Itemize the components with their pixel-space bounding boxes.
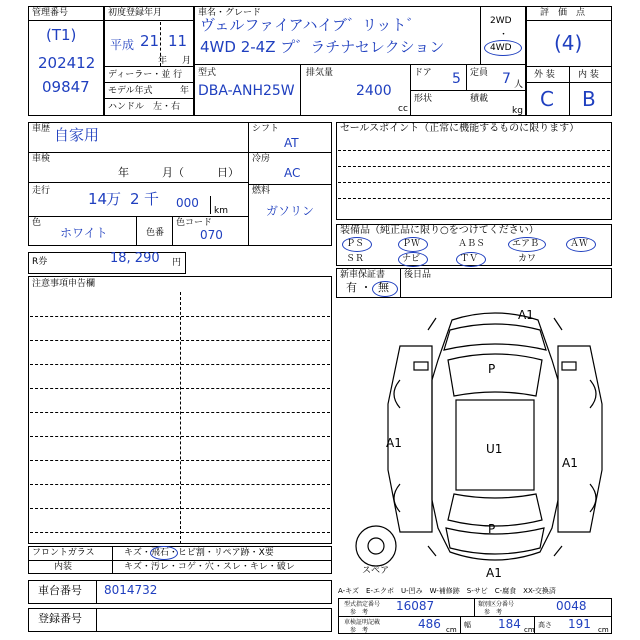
- equip-aw: ＡＷ: [570, 239, 589, 249]
- dmg-p-bottom: P: [488, 522, 496, 536]
- model-year-label: モデル年式: [108, 86, 153, 96]
- glass-chip-circle: [150, 546, 178, 560]
- notes-label: 注意事項申告欄: [32, 279, 96, 289]
- mgmt-line1: (T1): [46, 26, 77, 44]
- mirror-right: [562, 362, 576, 370]
- type-no-ref: 参 考: [350, 609, 369, 616]
- inspect-label: 車検: [32, 154, 51, 164]
- cap-label: 定員: [470, 68, 489, 78]
- car-hood: [444, 324, 546, 350]
- wheel-rr: [590, 484, 596, 512]
- ac-label: 冷房: [252, 154, 271, 164]
- dmg-u1: U1: [486, 442, 503, 456]
- car-rear-window: [448, 494, 542, 526]
- inspect-text: 年 月（ 日）: [118, 166, 239, 179]
- reg-month-unit: 月: [182, 56, 192, 66]
- type-label: 型式: [198, 68, 217, 78]
- load-unit: kg: [512, 106, 523, 116]
- int-grade: B: [582, 87, 596, 111]
- length: 486: [418, 617, 441, 631]
- interior-opts: キズ・汚レ・コゲ・穴・スレ・キレ・破レ: [124, 562, 295, 572]
- colorcode-value: 070: [200, 228, 223, 242]
- equip-navi: ナビ: [402, 254, 421, 264]
- drive-4wd: 4WD: [490, 43, 512, 53]
- recycle-box: [28, 252, 186, 274]
- equip-abs: ＡＢＳ: [458, 239, 486, 249]
- car-name: ヴェルファイアハイブ゛リット゛: [200, 16, 422, 34]
- wheel-rl: [394, 484, 400, 512]
- color-code-label: 色番: [146, 228, 165, 238]
- color-label: 色: [32, 218, 42, 228]
- reg-box: [104, 6, 194, 116]
- fuel-value: ガソリン: [266, 204, 315, 218]
- dmg-p-top: P: [488, 362, 496, 376]
- class-no-label: 類別区分番号: [478, 601, 515, 608]
- spare-tire: [356, 526, 396, 566]
- chassis-label: 車台番号: [38, 584, 82, 597]
- model-year-unit: 年: [180, 86, 190, 96]
- damage-legend: A-キズ E-エクボ U-凹み W-補修跡 S-サビ C-腐食 XX-交換済: [338, 587, 556, 595]
- height-unit: cm: [598, 626, 609, 634]
- dmg-a1-left: A1: [386, 436, 402, 450]
- grade-label: 評 価 点: [540, 8, 586, 18]
- shift-value: AT: [284, 136, 299, 150]
- car-body-outline: [432, 313, 558, 560]
- spare-label: スペア: [362, 566, 390, 576]
- wheel-fl: [394, 380, 400, 408]
- reg-year-unit: 年: [158, 56, 168, 66]
- mileage-man: 14: [88, 190, 108, 208]
- car-label: 車名・グレード: [198, 8, 262, 18]
- recycle-unit: 円: [172, 258, 182, 268]
- wheel-fr: [590, 380, 596, 408]
- recycle-value: 18, 290: [110, 251, 160, 266]
- shape-label: 形状: [414, 94, 433, 104]
- usage-value: 自家用: [54, 126, 100, 144]
- drive-dot: ・: [499, 30, 509, 40]
- equip-airbag: エアＢ: [512, 239, 540, 249]
- dmg-a1-bottom: A1: [486, 566, 502, 580]
- colorcode-label: 色コード: [176, 218, 213, 228]
- usage-label: 車歴: [32, 124, 51, 134]
- sales-box: [336, 122, 612, 220]
- ext-grade: C: [540, 87, 554, 111]
- doors-label: ドア: [414, 68, 432, 78]
- cap-value: 7: [502, 71, 511, 87]
- width: 184: [498, 617, 521, 631]
- warranty-label: 新車保証書: [340, 270, 386, 280]
- sales-label: セールスポイント（正常に機能するものに限ります）: [340, 123, 580, 134]
- len-ref: 参 考: [350, 627, 369, 634]
- mileage-label: 走行: [32, 186, 51, 196]
- car-windshield: [448, 354, 542, 396]
- regno-label: 登録番号: [38, 612, 82, 625]
- drive-2wd: 2WD: [490, 16, 512, 26]
- shift-label: シフト: [252, 124, 280, 134]
- doors-value: 5: [452, 71, 461, 87]
- reg-label: 初度登録年月: [108, 8, 163, 18]
- mirror-left: [414, 362, 428, 370]
- mileage-sen-unit: 千: [144, 190, 160, 208]
- equip-sr: ＳＲ: [346, 254, 365, 264]
- equip-label: 装備品（純正品に限り○をつけてください）: [340, 225, 539, 236]
- disp-value: 2400: [356, 83, 392, 99]
- load-label: 積載: [470, 94, 489, 104]
- handle-label: ハンドル 左・右: [108, 102, 181, 112]
- class-no-ref: 参 考: [484, 609, 503, 616]
- mileage-man-unit: 万: [106, 190, 122, 208]
- mileage-rest: 000: [176, 196, 199, 210]
- warranty-sel: 無: [378, 281, 389, 294]
- ext-label: 外 装: [534, 70, 555, 80]
- class-no: 0048: [556, 599, 587, 613]
- grade-value: (4): [554, 31, 583, 55]
- type-value: DBA-ANH25W: [198, 83, 295, 99]
- len-label: 車検証明記載: [344, 619, 381, 626]
- mgmt-line2: 202412: [38, 54, 96, 72]
- color-value: ホワイト: [60, 226, 108, 240]
- glass-opts: キズ・飛石・ヒビ割・リペア跡・X要: [124, 548, 274, 558]
- bumper-rear: [428, 546, 562, 556]
- dealer-label: ディーラー・並 行: [108, 70, 183, 80]
- height-label: 高さ: [538, 621, 552, 629]
- interior-label: 内装: [54, 562, 73, 572]
- width-label: 幅: [464, 621, 471, 629]
- reg-year: 21: [140, 32, 160, 50]
- int-label: 内 装: [578, 70, 599, 80]
- recycle-label: R券: [32, 257, 48, 267]
- ac-value: AC: [284, 166, 301, 180]
- width-unit: cm: [524, 626, 535, 634]
- glass-label: フロントガラス: [32, 548, 95, 558]
- equip-tv: ＴＶ: [460, 254, 479, 264]
- mileage-unit: km: [214, 206, 228, 216]
- reg-month: 11: [168, 32, 188, 50]
- warranty-value: 有 ・: [346, 281, 372, 294]
- dmg-a1-top: A1: [518, 308, 534, 322]
- cap-unit: 人: [514, 80, 524, 90]
- mileage-sen: 2: [130, 190, 140, 208]
- chassis-value: 8014732: [104, 583, 158, 597]
- equip-ps: ＰＳ: [346, 239, 365, 249]
- side-right: [558, 346, 602, 532]
- type-no-label: 型式指定番号: [344, 601, 381, 608]
- dmg-a1-right: A1: [562, 456, 578, 470]
- mgmt-line3: 09847: [42, 78, 90, 96]
- fuel-label: 燃料: [252, 186, 271, 196]
- disp-label: 排気量: [306, 68, 334, 78]
- reg-era: 平成: [110, 38, 135, 52]
- disp-unit: cc: [398, 104, 408, 114]
- equip-leather: カワ: [518, 254, 537, 264]
- car-grade: 4WD 2-4Z プ゛ラチナセレクション: [200, 38, 445, 56]
- length-unit: cm: [446, 626, 457, 634]
- mgmt-label: 管理番号: [32, 8, 69, 18]
- height: 191: [568, 617, 591, 631]
- equip-pw: ＰＷ: [402, 239, 421, 249]
- type-no: 16087: [396, 599, 435, 613]
- spare-tire-inner: [368, 538, 384, 554]
- bumper-front: [428, 318, 562, 330]
- after-label: 後日品: [404, 270, 432, 280]
